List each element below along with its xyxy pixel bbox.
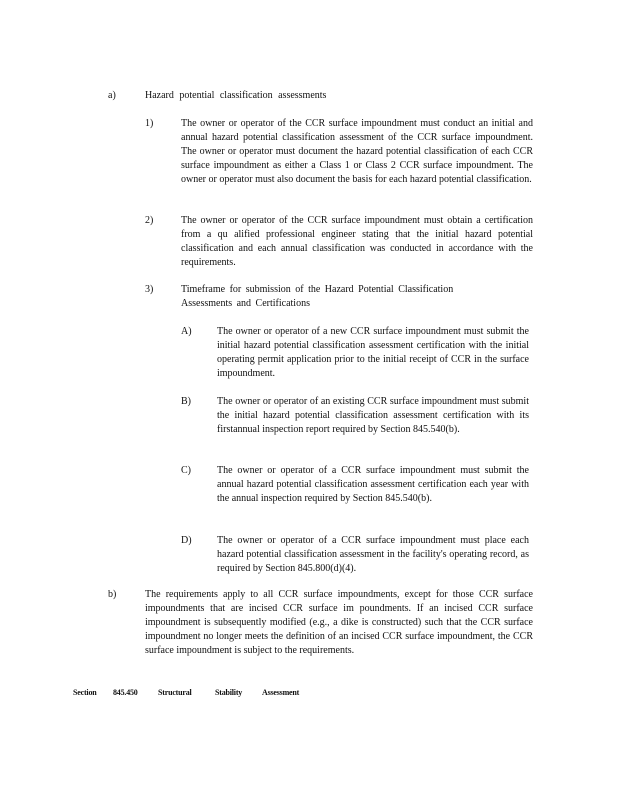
subitem-b-marker: B) <box>181 396 191 407</box>
subitem-d-marker: D) <box>181 535 192 546</box>
section-b-marker: b) <box>108 589 117 600</box>
subitem-a-marker: A) <box>181 326 192 337</box>
item-1-text: The owner or operator of the CCR surface impoundment must conduct an initial and annual hazard potential classification assessment of the CCR surface impoundment. The owner or operator must document the hazard potential classification of each CCR surface impoundment as either a Class 1 or Class 2 CCR surface impoundment. The owner or operator must also document the basis for each hazard potential classification. <box>181 118 533 185</box>
next-section-number: 845.450 <box>113 688 138 697</box>
next-section-word-2: Stability <box>215 688 243 697</box>
next-section-word-3: Assessment <box>262 688 300 697</box>
next-section-word-1: Structural <box>158 688 192 697</box>
item-2-text: The owner or operator of the CCR surface impoundment must obtain a certification from a qu alified professional engineer stating that the initial hazard potential classification and each annual classification was conducted in accordance with the requirements. <box>181 215 533 268</box>
section-a-marker: a) <box>108 90 116 101</box>
section-a-title: Hazard potential classification assessments <box>145 90 327 101</box>
item-1-marker: 1) <box>145 118 154 129</box>
next-section-label: Section <box>73 688 97 697</box>
subitem-b-text: The owner or operator of an existing CCR surface impoundment must submit the initial hazard potential classification assessment certification with its firstannual inspection report required by Section 845.540(b). <box>217 396 529 435</box>
subitem-a-text: The owner or operator of a new CCR surface impoundment must submit the initial hazard potential classification assessment certification with the initial operating permit application prior to the initial receipt of CCR in the surface impoundment. <box>217 326 529 379</box>
section-b-text: The requirements apply to all CCR surface impoundments, except for those CCR surface impoundments that are incised CCR surface im poundments. If an incised CCR surface impoundment is subsequently modified (e.g., a dike is constructed) such that the CCR surface impoundment no longer meets the definition of an incised CCR surface impoundment, the CCR surface impoundment is subject to the requirements. <box>145 589 533 656</box>
item-3-marker: 3) <box>145 284 154 295</box>
item-2-marker: 2) <box>145 215 154 226</box>
subitem-d-text: The owner or operator of a CCR surface impoundment must place each hazard potential classification assessment in the facility's operating record, as required by Section 845.800(d)(4). <box>217 535 529 574</box>
subitem-c-marker: C) <box>181 465 191 476</box>
next-section-title <box>73 686 299 700</box>
item-3-heading: Timeframe for submission of the Hazard Potential Classification Assessments and Certifications <box>181 284 454 309</box>
subitem-c-text: The owner or operator of a CCR surface impoundment must submit the annual hazard potential classification assessment certification each year with the annual inspection required by Section 845.540(b). <box>217 465 529 504</box>
